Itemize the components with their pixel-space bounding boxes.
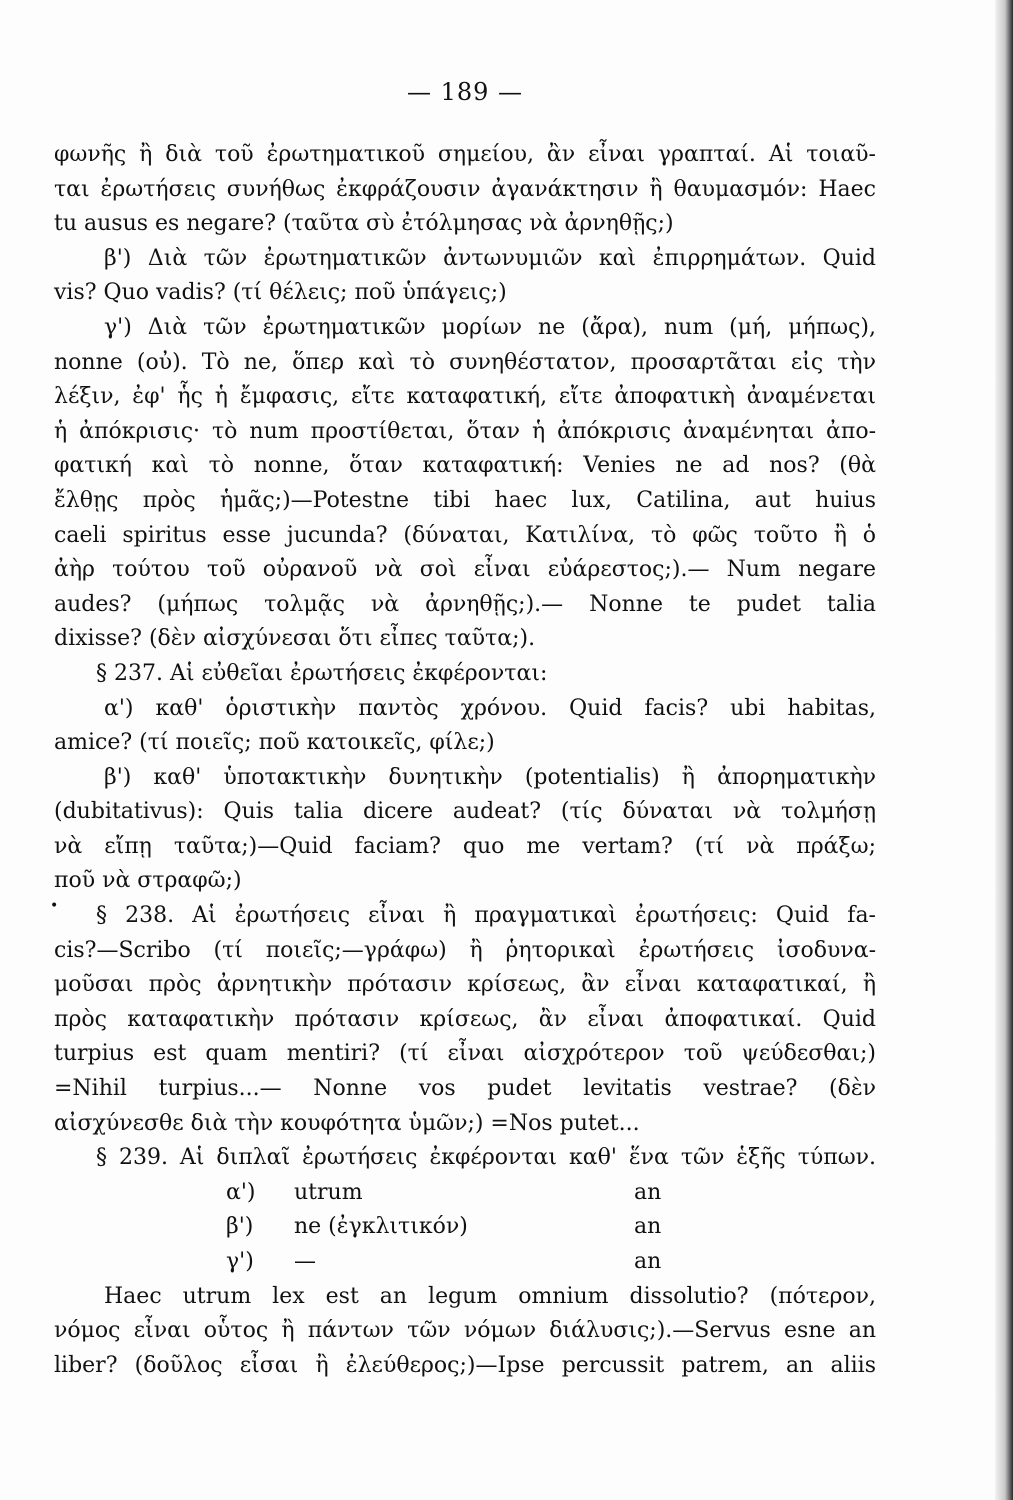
page-number: — 189 — bbox=[406, 78, 524, 106]
scheme-an: an bbox=[634, 1179, 662, 1205]
text-line: αἰσχύνεσθε διὰ τὴν κουφότητα ὑμῶν;) =Nos putet... bbox=[54, 1110, 640, 1136]
scheme-an: an bbox=[634, 1214, 662, 1240]
text-line: dixisse? (δὲν αἰσχύνεσαι ὅτι εἶπες ταῦτα;). bbox=[54, 626, 536, 652]
scheme-word: — bbox=[294, 1249, 316, 1274]
text-line: β') καθ' ὑποτακτικὴν δυνητικὴν (potentialis) ἢ ἀπορηματικὴν bbox=[104, 764, 876, 790]
text-line: ἡ ἀπόκρισις· τὸ num προστίθεται, ὅταν ἡ ἀπόκρισις ἀναμένηται ἀπο- bbox=[54, 418, 876, 444]
text-line: α') καθ' ὁριστικὴν παντὸς χρόνου. Quid facis? ubi habitas, bbox=[104, 695, 876, 721]
text-line: πρὸς καταφατικὴν πρότασιν κρίσεως, ἂν εἶναι ἀποφατικαί. Quid bbox=[54, 1006, 876, 1032]
text-line: ποῦ νὰ στραφῶ;) bbox=[54, 868, 242, 894]
scheme-word: ne (ἐγκλιτικόν) bbox=[294, 1214, 468, 1240]
text-line: cis?—Scribo (τί ποιεῖς;—γράφω) ἢ ῥητορικαὶ ἐρωτήσεις ἰσοδυνα- bbox=[54, 937, 876, 963]
scheme-label: γ') bbox=[226, 1249, 254, 1274]
scheme-row bbox=[54, 1245, 876, 1280]
text-line: turpius est quam mentiri? (τί εἶναι αἰσχρότερον τοῦ ψεύδεσθαι;) bbox=[54, 1041, 876, 1067]
text-line: γ') Διὰ τῶν ἐρωτηματικῶν μορίων ne (ἄρα), num (μή, μήπως), bbox=[104, 314, 876, 340]
scheme-label: β') bbox=[226, 1214, 254, 1240]
text-line: caeli spiritus esse jucunda? (δύναται, Κατιλίνα, τὸ φῶς τοῦτο ἢ ὁ bbox=[54, 522, 876, 548]
text-line: =Nihil turpius...— Nonne vos pudet levitatis vestrae? (δὲν bbox=[54, 1076, 876, 1102]
text-line: ἔλθῃς πρὸς ἡμᾶς;)—Potestne tibi haec lux, Catilina, aut huius bbox=[54, 487, 876, 513]
scheme-word: utrum bbox=[294, 1179, 363, 1205]
text-line: β') Διὰ τῶν ἐρωτηματικῶν ἀντωνυμιῶν καὶ ἐπιρρημάτων. Quid bbox=[104, 245, 876, 271]
margin-mark: • bbox=[50, 898, 59, 914]
text-line: Haec utrum lex est an legum omnium dissolutio? (πότερον, bbox=[104, 1283, 876, 1309]
text-line: νόμος εἶναι οὗτος ἢ πάντων τῶν νόμων διάλυσις;).—Servus esne an bbox=[54, 1318, 876, 1344]
text-line: amice? (τί ποιεῖς; ποῦ κατοικεῖς, φίλε;) bbox=[54, 730, 495, 756]
scheme-row bbox=[54, 1210, 876, 1245]
text-line: (dubitativus): Quis talia dicere audeat? (τίς δύναται νὰ τολμήσῃ bbox=[54, 799, 876, 825]
text-line: liber? (δοῦλος εἶσαι ἢ ἐλεύθερος;)—Ipse percussit patrem, an aliis bbox=[54, 1352, 876, 1378]
body-text bbox=[54, 138, 876, 1383]
scheme-label: α') bbox=[226, 1179, 256, 1205]
text-line: μοῦσαι πρὸς ἀρνητικὴν πρότασιν κρίσεως, ἂν εἶναι καταφατικαί, ἢ bbox=[54, 972, 876, 998]
page-edge-shadow bbox=[995, 0, 1013, 1500]
text-line: λέξιν, ἐφ' ἧς ἡ ἔμφασις, εἴτε καταφατική, εἴτε ἀποφατικὴ ἀναμένεται bbox=[54, 384, 876, 410]
section-heading: § 237. Αἱ εὐθεῖαι ἐρωτήσεις ἐκφέρονται: bbox=[96, 660, 548, 686]
scheme-an: an bbox=[634, 1249, 662, 1274]
text-line: ται ἐρωτήσεις συνήθως ἐκφράζουσιν ἀγανάκτησιν ἢ θαυμασμόν: Haec bbox=[54, 176, 876, 202]
text-line: νὰ εἴπῃ ταῦτα;)—Quid faciam? quo me vertam? (τί νὰ πράξω; bbox=[54, 833, 876, 859]
text-line: vis? Quo vadis? (τί θέλεις; ποῦ ὑπάγεις;) bbox=[54, 280, 507, 306]
text-line: φατική καὶ τὸ nonne, ὅταν καταφατική: Venies ne ad nos? (θὰ bbox=[54, 453, 876, 479]
section-heading: § 238. Αἱ ἐρωτήσεις εἶναι ἢ πραγματικαὶ ἐρωτήσεις: Quid fa- bbox=[96, 903, 876, 929]
section-heading: § 239. Αἱ διπλαῖ ἐρωτήσεις ἐκφέρονται καθ' ἕνα τῶν ἑξῆς τύπων. bbox=[96, 1145, 876, 1171]
text-line: nonne (οὐ). Τὸ ne, ὅπερ καὶ τὸ συνηθέστατον, προσαρτᾶται εἰς τὴν bbox=[54, 349, 876, 375]
text-line: audes? (μήπως τολμᾷς νὰ ἀρνηθῇς;).— Nonne te pudet talia bbox=[54, 591, 876, 617]
text-line: tu ausus es negare? (ταῦτα σὺ ἐτόλμησας νὰ ἀρνηθῇς;) bbox=[54, 211, 674, 237]
text-line: ἀὴρ τούτου τοῦ οὐρανοῦ νὰ σοὶ εἶναι εὐάρεστος;).— Num negare bbox=[54, 557, 876, 583]
scheme-row bbox=[54, 1176, 876, 1211]
text-line: φωνῆς ἢ διὰ τοῦ ἐρωτηματικοῦ σημείου, ἂν εἶναι γραπταί. Αἱ τοιαῦ- bbox=[54, 142, 876, 167]
